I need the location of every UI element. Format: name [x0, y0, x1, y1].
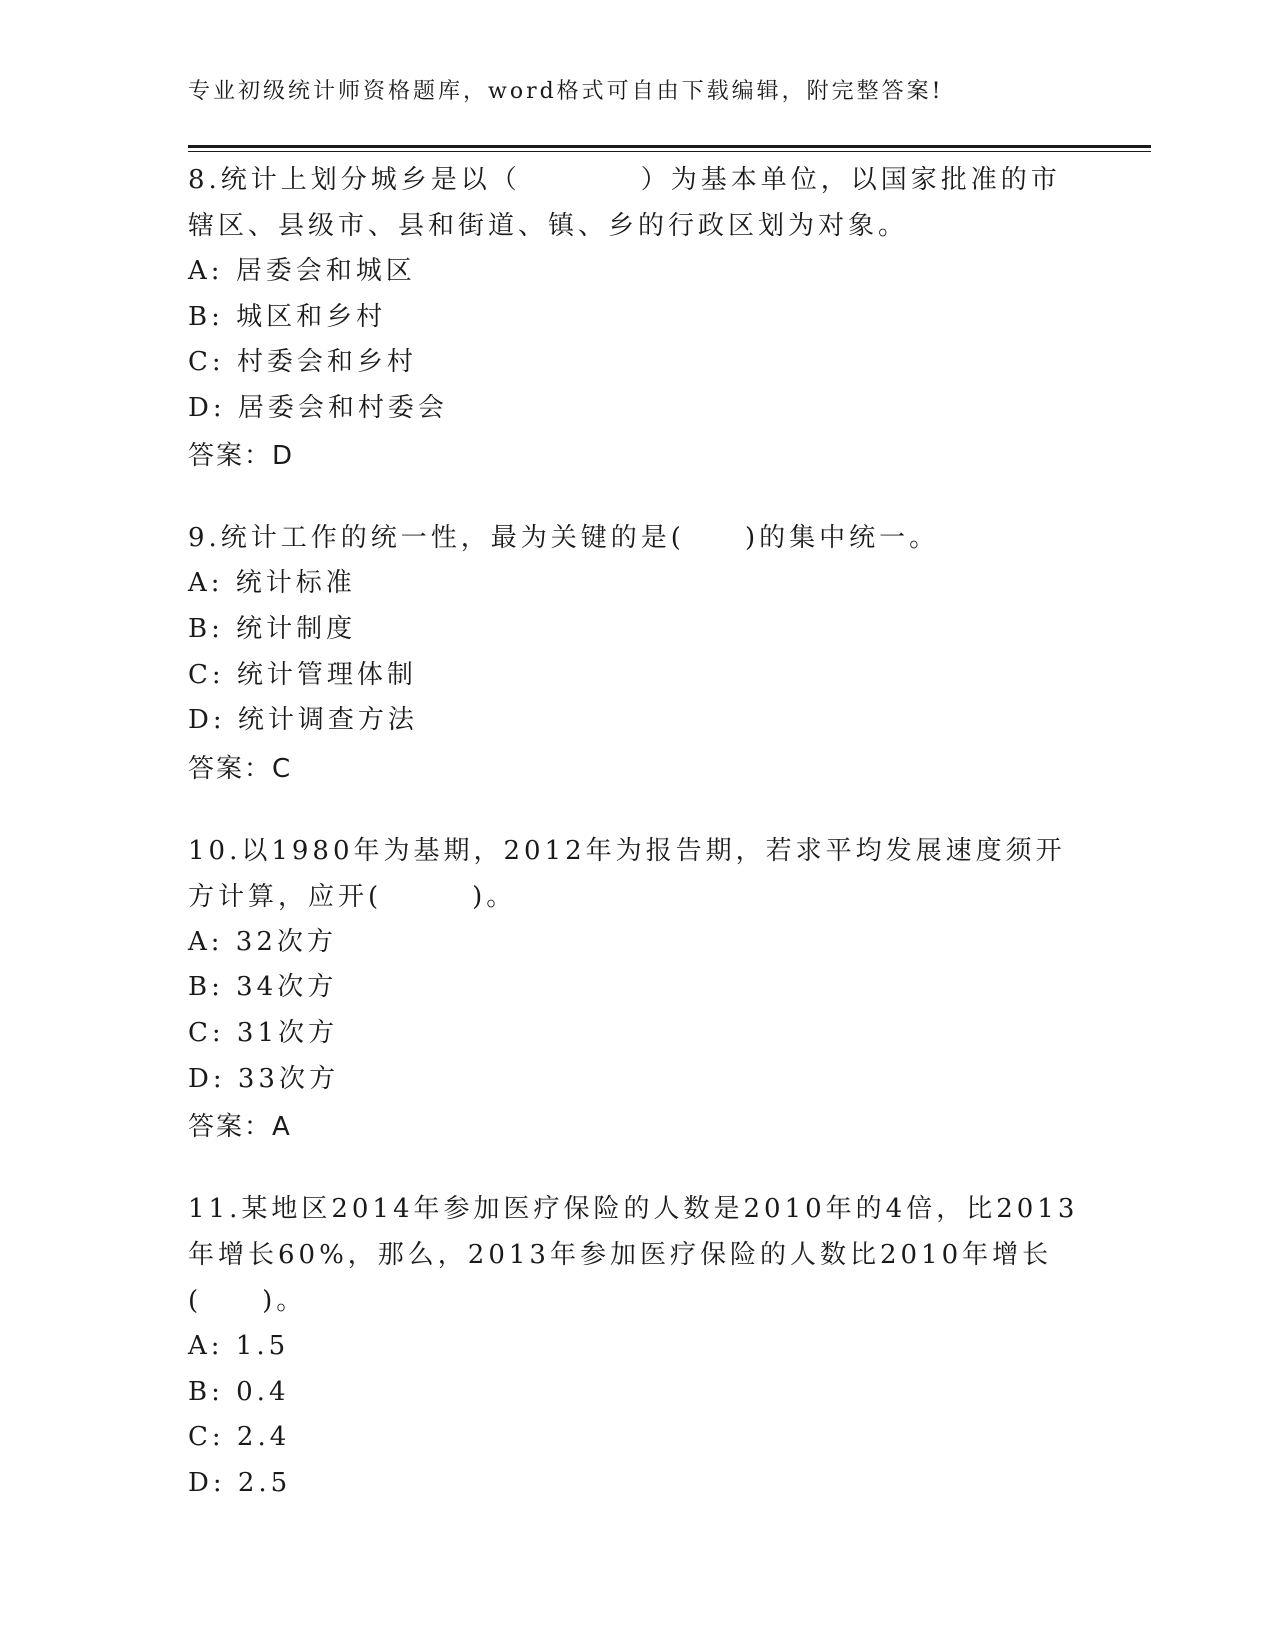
question-stem: 8.统计上划分城乡是以（ ）为基本单位，以国家批准的市辖区、县级市、县和街道、镇、乡的行政区划为对象。 [188, 165, 1061, 241]
option-c: C: 村委会和乡村 [188, 347, 417, 378]
question-stem: 10.以1980年为基期，2012年为报告期，若求平均发展速度须开方计算，应开( )。 [188, 835, 1066, 912]
question-stem: 9.统计工作的统一性，最为关键的是( )的集中统一。 [188, 523, 940, 554]
option-a: A: 居委会和城区 [188, 256, 416, 286]
question-11 [188, 1186, 1088, 1506]
option-b: B: 34次方 [188, 972, 338, 1003]
answer-line: 答案：C [188, 753, 293, 784]
question-9 [188, 515, 1088, 791]
option-c: C: 统计管理体制 [188, 659, 417, 690]
answer-line: 答案：D [188, 441, 295, 472]
question-list [188, 157, 1088, 1543]
header-rule-thick [188, 145, 1151, 148]
option-b: B: 0.4 [188, 1376, 290, 1407]
option-a: A: 统计标准 [188, 568, 356, 599]
question-10 [188, 828, 1088, 1150]
answer-line: 答案：A [188, 1112, 292, 1143]
option-c: C: 31次方 [188, 1017, 339, 1048]
option-d: D: 33次方 [188, 1063, 339, 1094]
option-a: A: 32次方 [188, 926, 337, 957]
option-b: B: 城区和乡村 [188, 301, 387, 332]
header-rule-thin [188, 151, 1151, 152]
question-8 [188, 157, 1088, 479]
question-stem: 11.某地区2014年参加医疗保险的人数是2010年的4倍，比2013年增长60%，那么，2013年参加医疗保险的人数比2010年增长( )。 [188, 1194, 1079, 1317]
page-header: 专业初级统计师资格题库，word格式可自由下载编辑，附完整答案! [188, 79, 944, 104]
option-b: B: 统计制度 [188, 613, 357, 644]
option-d: D: 统计调查方法 [188, 705, 418, 736]
option-d: D: 居委会和村委会 [188, 392, 448, 423]
option-c: C: 2.4 [188, 1422, 291, 1453]
option-a: A: 1.5 [188, 1331, 290, 1362]
option-d: D: 2.5 [188, 1467, 292, 1498]
